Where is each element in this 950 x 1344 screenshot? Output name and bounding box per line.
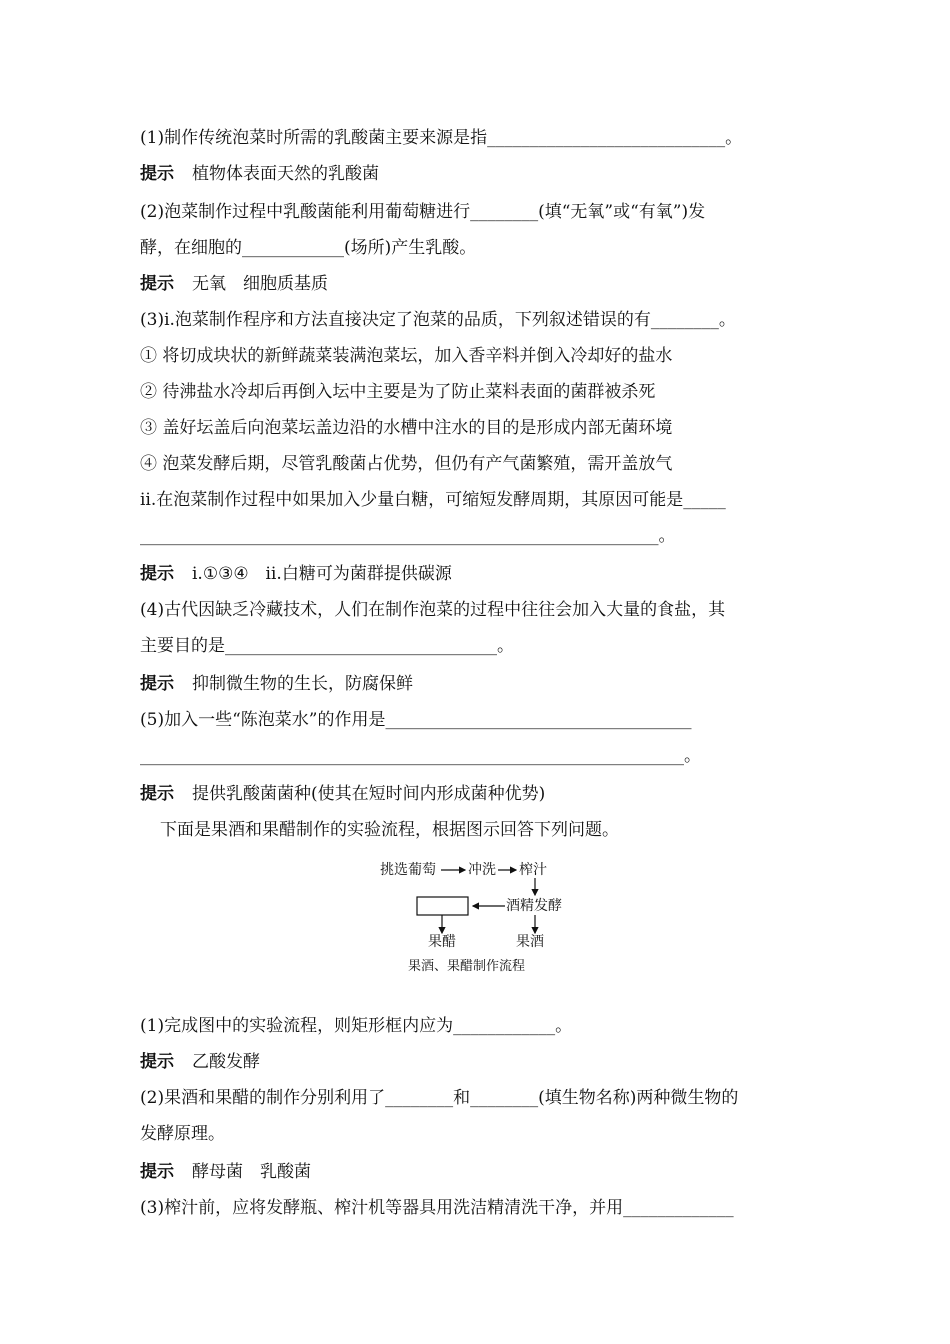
output-vinegar: 果醋 [428, 934, 456, 950]
section-intro: 下面是果酒和果醋制作的实验流程，根据图示回答下列问题。 [160, 820, 619, 840]
hint-5 [140, 782, 545, 806]
part2-hint-2 [140, 1160, 311, 1184]
hint-text: 提供乳酸菌菌种(使其在短时间内形成菌种优势) [192, 784, 546, 804]
hint-label: 提示 [140, 784, 174, 804]
option-2: ② 待沸盐水冷却后再倒入坛中主要是为了防止菜料表面的菌群被杀死 [140, 382, 656, 402]
hint-text: 酵母菌 乳酸菌 [192, 1162, 311, 1182]
hint-text: 抑制微生物的生长，防腐保鲜 [192, 674, 413, 694]
question-1-text: (1)制作传统泡菜时所需的乳酸菌主要来源是指____________________________。 [140, 128, 743, 148]
question-2-text-line1: (2)泡菜制作过程中乳酸菌能利用葡萄糖进行________(填“无氧”或“有氧”)发 [140, 202, 706, 222]
question-5-text-line2: ________________________________________________________________。 [140, 746, 701, 766]
question-3-text-line1: (3)ⅰ.泡菜制作程序和方法直接决定了泡菜的品质，下列叙述错误的有________。 [140, 310, 736, 330]
question-3-text-line2: ⅱ.在泡菜制作过程中如果加入少量白糖，可缩短发酵周期，其原因可能是_____ [140, 490, 726, 510]
step-alcohol-fermentation: 酒精发酵 [506, 898, 562, 914]
hint-3 [140, 562, 452, 586]
hint-4 [140, 672, 413, 696]
hint-2 [140, 272, 328, 296]
hint-label: 提示 [140, 674, 174, 694]
option-1: ① 将切成块状的新鲜蔬菜装满泡菜坛，加入香辛料并倒入冷却好的盐水 [140, 346, 673, 366]
part2-hint-1 [140, 1050, 260, 1074]
hint-label: 提示 [140, 274, 174, 294]
question-2-text-line2: 酵，在细胞的____________(场所)产生乳酸。 [140, 238, 477, 258]
hint-label: 提示 [140, 1162, 174, 1182]
part2-question-1-text: (1)完成图中的实验流程，则矩形框内应为____________。 [140, 1016, 573, 1036]
question-4-text-line2: 主要目的是________________________________。 [140, 636, 514, 656]
part2-question-2-text-line1: (2)果酒和果醋的制作分别利用了________和________(填生物名称)两种微生物的 [140, 1088, 739, 1108]
flow-diagram [380, 855, 580, 980]
hint-label: 提示 [140, 164, 174, 184]
hint-text: 植物体表面天然的乳酸菌 [192, 164, 379, 184]
part2-question-3-text: (3)榨汁前，应将发酵瓶、榨汁机等器具用洗洁精清洗干净，并用_____________ [140, 1198, 734, 1218]
hint-label: 提示 [140, 564, 174, 584]
part2-question-2-text-line2: 发酵原理。 [140, 1124, 225, 1144]
output-wine: 果酒 [516, 934, 544, 950]
step-select-grapes: 挑选葡萄 [380, 862, 436, 878]
hint-text: 乙酸发酵 [192, 1052, 260, 1072]
option-3: ③ 盖好坛盖后向泡菜坛盖边沿的水槽中注水的目的是形成内部无菌环境 [140, 418, 673, 438]
question-4-text-line1: (4)古代因缺乏冷藏技术，人们在制作泡菜的过程中往往会加入大量的食盐，其 [140, 600, 726, 620]
hint-1 [140, 162, 379, 186]
step-wash: 冲洗 [468, 862, 496, 878]
question-3-text-line3: _____________________________________________________________。 [140, 526, 676, 546]
hint-text: 无氧 细胞质基质 [192, 274, 328, 294]
hint-label: 提示 [140, 1052, 174, 1072]
figure-caption: 果酒、果醋制作流程 [408, 959, 526, 974]
empty-process-box [417, 897, 468, 915]
hint-text: ⅰ.①③④ ⅱ.白糖可为菌群提供碳源 [192, 564, 452, 584]
step-press-juice: 榨汁 [519, 862, 547, 878]
option-4: ④ 泡菜发酵后期，尽管乳酸菌占优势，但仍有产气菌繁殖，需开盖放气 [140, 454, 673, 474]
question-5-text-line1: (5)加入一些“陈泡菜水”的作用是____________________________________ [140, 710, 692, 730]
